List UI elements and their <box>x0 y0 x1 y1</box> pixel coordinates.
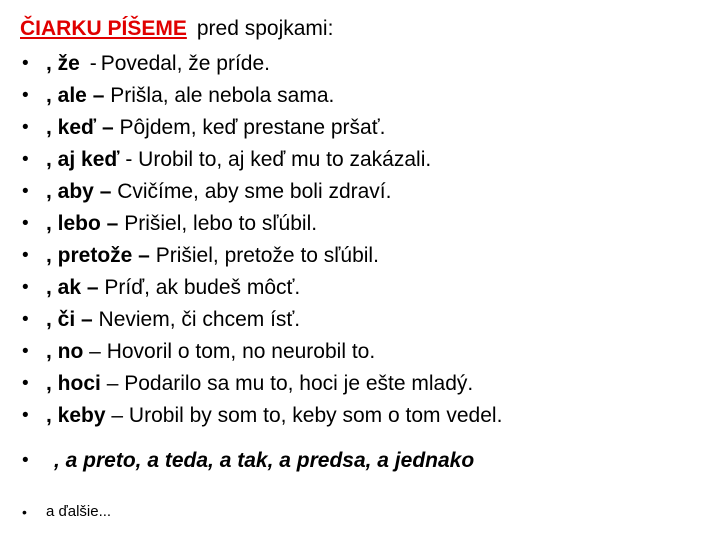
bullet-icon: • <box>22 277 29 298</box>
bullet-icon: • <box>22 373 29 394</box>
bullet-icon: • <box>22 85 29 106</box>
list-item <box>20 336 502 368</box>
conjunction-keyword: , aby – <box>46 180 112 203</box>
conjunction-list <box>20 48 502 432</box>
list-item <box>20 208 502 240</box>
bullet-icon: • <box>22 213 29 234</box>
bullet-icon: • <box>22 245 29 266</box>
conjunction-keyword: , aj keď <box>46 148 120 171</box>
example-sentence: Podarilo sa mu to, hoci je ešte mladý. <box>124 372 474 395</box>
separator: – <box>111 404 124 427</box>
example-sentence: Povedal, že príde. <box>100 52 270 75</box>
conjunction-keyword: , že <box>46 52 80 75</box>
special-conjunctions-row <box>20 446 474 476</box>
bullet-icon: • <box>22 117 29 138</box>
title-highlight: ČIARKU PÍŠEME <box>20 17 187 40</box>
conjunction-keyword: , pretože – <box>46 244 150 267</box>
conjunction-keyword: , ale – <box>46 84 105 107</box>
more-row <box>20 500 111 524</box>
separator: - <box>89 52 97 75</box>
separator: - <box>125 148 133 171</box>
example-sentence: Pôjdem, keď prestane pršať. <box>119 116 386 139</box>
bullet-icon: • <box>22 450 29 471</box>
list-item <box>20 176 502 208</box>
separator: – <box>106 372 119 395</box>
bullet-icon: • <box>22 181 29 202</box>
more-text: a ďalšie... <box>46 503 112 520</box>
bullet-icon: • <box>22 405 29 426</box>
bullet-icon: • <box>22 504 27 520</box>
example-sentence: Prišla, ale nebola sama. <box>110 84 335 107</box>
example-sentence: Príď, ak budeš môcť. <box>104 276 301 299</box>
bullet-icon: • <box>22 53 29 74</box>
conjunction-keyword: , ak – <box>46 276 99 299</box>
list-item <box>20 240 502 272</box>
bullet-icon: • <box>22 341 29 362</box>
conjunction-keyword: , hoci <box>46 372 101 395</box>
list-item <box>20 48 502 80</box>
example-sentence: Cvičíme, aby sme boli zdraví. <box>117 180 392 203</box>
example-sentence: Urobil to, aj keď mu to zakázali. <box>138 148 432 171</box>
slide-title <box>20 16 333 42</box>
separator: – <box>89 340 101 363</box>
example-sentence: Hovoril o tom, no neurobil to. <box>106 340 376 363</box>
conjunction-keyword: , no <box>46 340 84 363</box>
conjunction-keyword: , lebo – <box>46 212 119 235</box>
conjunction-keyword: , keby <box>46 404 106 427</box>
list-item <box>20 368 502 400</box>
title-rest: pred spojkami: <box>196 17 334 40</box>
conjunction-keyword: , či – <box>46 308 93 331</box>
example-sentence: Prišiel, pretože to sľúbil. <box>155 244 379 267</box>
bullet-icon: • <box>22 149 29 170</box>
example-sentence: Urobil by som to, keby som o tom vedel. <box>128 404 503 427</box>
list-item <box>20 304 502 336</box>
example-sentence: Prišiel, lebo to sľúbil. <box>124 212 318 235</box>
conjunction-keyword: , keď – <box>46 116 114 139</box>
bullet-icon: • <box>22 309 29 330</box>
example-sentence: Neviem, či chcem ísť. <box>98 308 301 331</box>
list-item <box>20 400 502 432</box>
list-item <box>20 112 502 144</box>
special-conjunctions-text: , a preto, a teda, a tak, a predsa, a jednako <box>54 449 475 472</box>
list-item <box>20 272 502 304</box>
list-item <box>20 144 502 176</box>
list-item <box>20 80 502 112</box>
